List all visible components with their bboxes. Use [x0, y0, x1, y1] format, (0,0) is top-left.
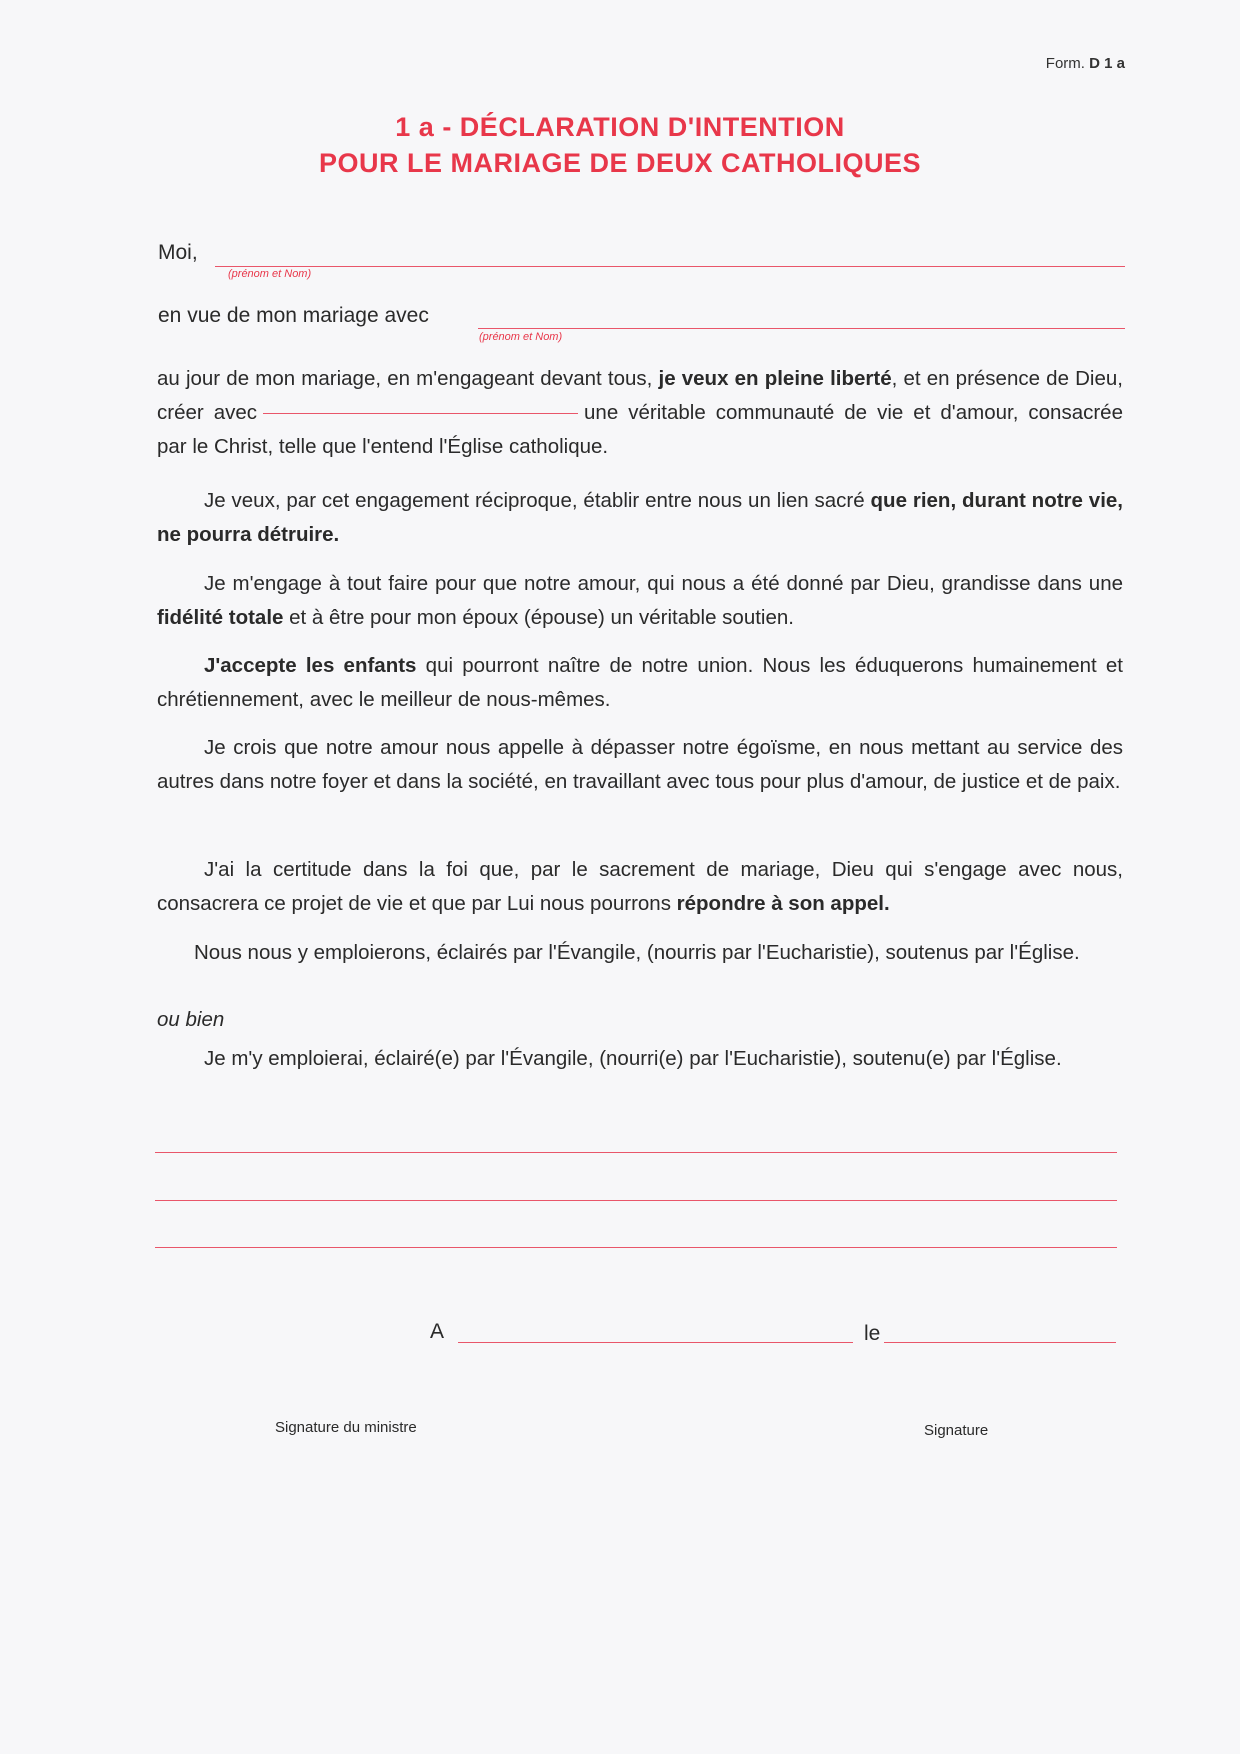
ou-bien-label: ou bien [157, 1008, 225, 1031]
creer-avec-field[interactable] [263, 413, 578, 414]
p1-text-c: , et en présence de Dieu, créer avec [157, 367, 1123, 424]
p2-bold: que rien, durant notre vie, ne pourra détruire. [157, 489, 1123, 546]
p1-bold: je veux en pleine liberté [658, 367, 892, 390]
title-line-2: POUR LE MARIAGE DE DEUX CATHOLIQUES [318, 148, 922, 178]
place-field[interactable] [458, 1342, 853, 1343]
p1-text-d: une véritable communauté de vie et d'amour, consacrée par le Christ, telle que l'entend l'Église catholique. [157, 401, 1123, 458]
blank-line-2[interactable] [155, 1200, 1117, 1201]
paragraph-8: Je m'y emploierai, éclairé(e) par l'Évangile, (nourri(e) par l'Eucharistie), soutenu(e) par l'Église. [204, 1047, 1062, 1070]
blank-line-3[interactable] [155, 1247, 1117, 1248]
date-field[interactable] [884, 1342, 1116, 1343]
paragraph-6 [157, 853, 1123, 921]
paragraph-5: Je crois que notre amour nous appelle à dépasser notre égoïsme, en nous mettant au service des autres dans notre foyer et dans la société, en travaillant avec tous pour plus d'amour, de justice et de paix. [157, 736, 1123, 793]
blank-line-1[interactable] [155, 1152, 1117, 1153]
p3-text-a: Je m'engage à tout faire pour que notre amour, qui nous a été donné par Dieu, grandisse dans une [204, 572, 1123, 595]
paragraph-1 [157, 362, 1123, 464]
place-label: A [430, 1320, 445, 1343]
moi-hint: (prénom et Nom) [228, 268, 312, 280]
p6-text-a: J'ai la certitude dans la foi que, par le sacrement de mariage, Dieu qui s'engage avec nous, consacrera ce projet de vie et que par Lui nous pourrons [157, 858, 1123, 915]
moi-label: Moi, [158, 241, 198, 264]
moi-name-field[interactable] [215, 266, 1125, 267]
form-prefix: Form. [1045, 55, 1085, 72]
paragraph-3 [157, 567, 1123, 635]
date-label: le [864, 1322, 881, 1345]
form-code: D 1 a [1089, 55, 1125, 72]
title-line-1: 1 a - DÉCLARATION D'INTENTION [395, 112, 845, 142]
p3-text-c: et à être pour mon époux (épouse) un véritable soutien. [283, 606, 794, 629]
form-reference [1000, 55, 1125, 72]
paragraph-4 [157, 649, 1123, 717]
p4-bold: J'accepte les enfants [204, 654, 417, 677]
avec-name-field[interactable] [478, 328, 1125, 329]
avec-hint: (prénom et Nom) [479, 331, 563, 343]
p6-bold: répondre à son appel. [676, 892, 890, 915]
p3-bold: fidélité totale [157, 606, 284, 629]
avec-label: en vue de mon mariage avec [158, 304, 429, 327]
minister-signature-label: Signature du ministre [275, 1419, 417, 1436]
p2-text-a: Je veux, par cet engagement réciproque, établir entre nous un lien sacré [204, 489, 871, 512]
paragraph-7: Nous nous y emploierons, éclairés par l'Évangile, (nourris par l'Eucharistie), soutenus par l'Église. [194, 941, 1080, 964]
p1-text-a: au jour de mon mariage, en m'engageant devant tous, [157, 367, 659, 390]
paragraph-2 [157, 484, 1123, 552]
p4-text-b: qui pourront naître de notre union. Nous les éduquerons humainement et chrétiennement, avec le meilleur de nous-mêmes. [157, 654, 1124, 711]
signature-label: Signature [924, 1422, 989, 1439]
